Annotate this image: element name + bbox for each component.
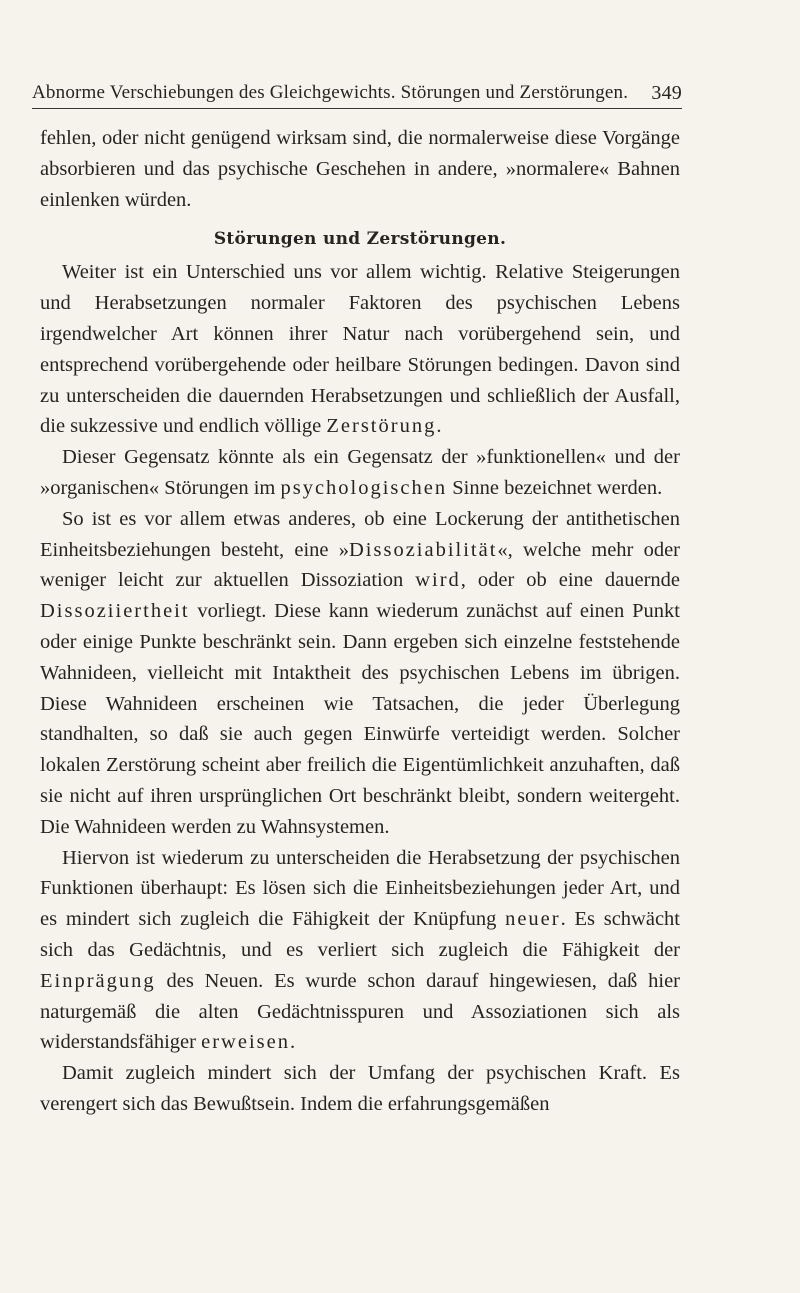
emphasis-psychologischen: psychologischen bbox=[280, 476, 448, 499]
paragraph-1 bbox=[40, 257, 680, 442]
emphasis-dissoziabilitaet: Dissoziabilität bbox=[348, 538, 498, 561]
paragraph-3-text-d: vorliegt. Diese kann wiederum zunächst auf einen Punkt oder einige Punkte beschränkt sein. Dann ergeben sich einzelne feststehende Wahnideen, vielleicht mit Intaktheit des psychischen Lebens im übrigen. Diese Wahnideen erscheinen wie Tatsachen, die jeder Überlegung standhalten, so daß sie auch gegen Einwürfe verteidigt werden. Solcher lokalen Zerstörung scheint aber freilich die Eigentümlichkeit anzuhaften, daß sie nicht auf ihren ursprünglichen Ort beschränkt bleibt, sondern weitergeht. Die Wahnideen werden zu Wahnsystemen. bbox=[40, 600, 680, 838]
emphasis-erweisen: erweisen bbox=[201, 1031, 290, 1054]
running-header bbox=[32, 76, 682, 109]
paragraph-1-text-a: Weiter ist ein Unterschied uns vor allem wichtig. Relative Steigerungen und Herabsetzungen normaler Faktoren des psychischen Lebens irgendwelcher Art können ihrer Natur nach vorübergehend sein, und entsprechend vorübergehende oder heilbare Störungen bedingen. Davon sind zu unterscheiden die dauernden Herabsetzungen und schließlich der Ausfall, die sukzessive und endlich völlige bbox=[40, 261, 680, 438]
paragraph-4-text-b: . Es schwächt sich das Gedächtnis, und es verliert sich zugleich die Fähigkeit der bbox=[40, 908, 680, 961]
paragraph-3-text-b: «, welche mehr oder weniger leicht zur aktuellen Dissoziation bbox=[40, 538, 680, 592]
continuation-paragraph: fehlen, oder nicht genügend wirksam sind, die normalerweise diese Vorgänge absorbieren und das psychische Geschehen in andere, »normalere« Bahnen einlenken würden. bbox=[40, 127, 680, 211]
paragraph-2-text-b: Sinne bezeichnet werden. bbox=[447, 476, 663, 499]
paragraph-3-text-a: So ist es vor allem etwas anderes, ob eine Lockerung der antithetischen Einheitsbeziehungen besteht, eine » bbox=[40, 507, 680, 561]
emphasis-neuer: neuer bbox=[505, 908, 561, 931]
emphasis-wird: wird bbox=[415, 569, 461, 592]
paragraph-4-text-d: . bbox=[289, 1031, 296, 1054]
emphasis-einpraegung: Einprägung bbox=[40, 969, 156, 992]
paragraph-2-text-a: Dieser Gegensatz könnte als ein Gegensatz der »funktionellen« und der »organischen« Störungen im bbox=[40, 446, 680, 499]
body-text bbox=[40, 123, 680, 1120]
paragraph-5: Damit zugleich mindert sich der Umfang der psychischen Kraft. Es verengert sich das Bewußtsein. Indem die erfahrungsgemäßen bbox=[40, 1062, 680, 1115]
section-heading: Störungen und Zerstörungen. bbox=[213, 229, 507, 250]
page-number: 349 bbox=[651, 82, 682, 104]
paragraph-2 bbox=[40, 442, 680, 504]
paragraph-4 bbox=[40, 843, 680, 1059]
paragraph-3 bbox=[40, 504, 680, 843]
paragraph-1-text-b: . bbox=[436, 415, 442, 438]
emphasis-zerstoerung: Zerstörung bbox=[326, 415, 437, 438]
paragraph-4-text-a: Hiervon ist wiederum zu unterscheiden die Herabsetzung der psychischen Funktionen überhaupt: Es lösen sich die Einheitsbeziehungen jeder Art, und es mindert sich zugleich die Fähigkeit der Knüpfung bbox=[40, 846, 680, 931]
running-title: Abnorme Verschiebungen des Gleichgewichts. Störungen und Zerstörungen. bbox=[32, 82, 629, 103]
emphasis-dissoziiertheit: Dissoziiertheit bbox=[40, 600, 190, 623]
paragraph-4-text-c: des Neuen. Es wurde schon darauf hingewiesen, daß hier naturgemäß die alten Gedächtnisspuren und Assoziationen sich als widerstandsfähiger bbox=[40, 969, 680, 1054]
paragraph-3-text-c: , oder ob eine dauernde bbox=[460, 569, 680, 592]
